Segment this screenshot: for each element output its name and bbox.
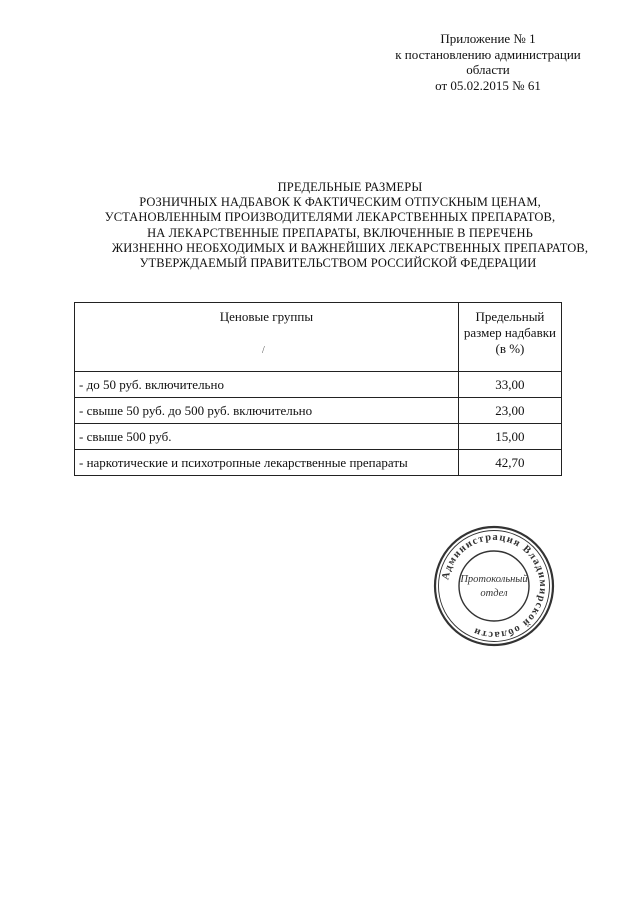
- header-markup-size: [458, 303, 561, 372]
- title-line: ПРЕДЕЛЬНЫЕ РАЗМЕРЫ: [277, 180, 423, 194]
- scan-mark: /: [262, 345, 265, 356]
- title-line: ЖИЗНЕННО НЕОБХОДИМЫХ И ВАЖНЕЙШИХ ЛЕКАРСТВЕННЫХ ПРЕПАРАТОВ,: [111, 240, 589, 255]
- stamp-outer-ring: [435, 527, 553, 645]
- stamp-center-line: Протокольный: [460, 574, 528, 585]
- markup-value-cell: 23,00: [458, 398, 561, 424]
- markup-value-cell: 33,00: [458, 372, 561, 398]
- header-markup-size-line: размер надбавки: [463, 325, 556, 340]
- official-stamp: [432, 524, 556, 648]
- header-price-groups: [75, 303, 459, 372]
- price-group-cell: - до 50 руб. включительно: [75, 372, 459, 398]
- table-row: [75, 372, 562, 398]
- appendix-reference: к постановлению администрации: [395, 46, 581, 62]
- appendix-date: от 05.02.2015 № 61: [435, 77, 541, 93]
- stamp-outer-ring-thin: [439, 531, 550, 642]
- price-group-cell: - свыше 50 руб. до 500 руб. включительно: [75, 398, 459, 424]
- stamp-inner-ring: [459, 551, 529, 621]
- stamp-ring-text: Администрация Владимирской области: [440, 531, 549, 641]
- markup-value-cell: 42,70: [458, 450, 561, 476]
- table-row: [75, 424, 562, 450]
- price-group-cell: - наркотические и психотропные лекарственные препараты: [75, 450, 459, 476]
- markup-value-cell: 15,00: [458, 424, 561, 450]
- appendix-header: [388, 31, 588, 93]
- header-price-groups-label: Ценовые группы: [219, 309, 314, 324]
- title-line: НА ЛЕКАРСТВЕННЫЕ ПРЕПАРАТЫ, ВКЛЮЧЕННЫЕ В ПЕРЕЧЕНЬ: [147, 225, 533, 240]
- title-line: РОЗНИЧНЫХ НАДБАВОК К ФАКТИЧЕСКИМ ОТПУСКНЫМ ЦЕНАМ,: [139, 195, 541, 210]
- appendix-number: Приложение № 1: [440, 31, 536, 46]
- price-group-cell: - свыше 500 руб.: [75, 424, 459, 450]
- document-title: [100, 180, 600, 271]
- header-markup-size-line: Предельный: [475, 309, 545, 324]
- markup-table: [74, 302, 562, 476]
- header-markup-size-line: (в %): [495, 341, 525, 356]
- title-line: УСТАНОВЛЕННЫМ ПРОИЗВОДИТЕЛЯМИ ЛЕКАРСТВЕННЫХ ПРЕПАРАТОВ,: [104, 210, 556, 225]
- table-row: [75, 398, 562, 424]
- stamp-center-line: отдел: [480, 588, 508, 599]
- table-header-row: [75, 303, 562, 372]
- appendix-region: области: [466, 62, 510, 77]
- title-line: УТВЕРЖДАЕМЫЙ ПРАВИТЕЛЬСТВОМ РОССИЙСКОЙ ФЕДЕРАЦИИ: [139, 256, 537, 271]
- table-row: [75, 450, 562, 476]
